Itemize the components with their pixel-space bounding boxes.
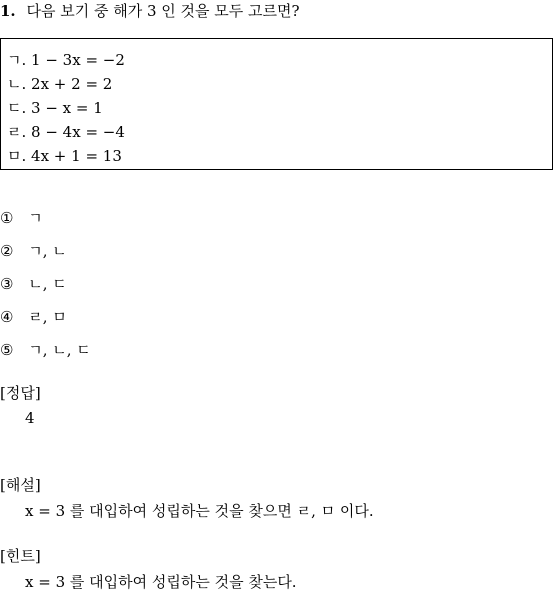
choice-text: ㄱ: [28, 209, 43, 227]
choice-marker: ⑤: [0, 341, 14, 359]
box-item: ㅁ. 4x + 1 = 13: [7, 147, 122, 165]
question-header: [0, 0, 300, 21]
box-item: ㄷ. 3 − x = 1: [7, 99, 103, 117]
hint-text: x = 3 를 대입하여 성립하는 것을 찾는다.: [25, 573, 297, 591]
choice-1: [0, 207, 43, 228]
question-text: 다음 보기 중 해가 3 인 것을 모두 고르면?: [26, 2, 300, 20]
box-item: ㄱ. 1 − 3x = −2: [7, 51, 125, 69]
choice-3: [0, 273, 67, 294]
explanation-label: [해설]: [0, 476, 41, 494]
answer-value: 4: [25, 409, 35, 427]
choice-4: [0, 306, 67, 327]
answer-label: [정답]: [0, 384, 41, 402]
choice-text: ㄱ, ㄴ: [28, 242, 67, 260]
box-item: ㄴ. 2x + 2 = 2: [7, 75, 113, 93]
choice-text: ㄱ, ㄴ, ㄷ: [28, 341, 91, 359]
question-number: 1.: [0, 2, 16, 20]
choice-text: ㄴ, ㄷ: [28, 275, 67, 293]
choice-5: [0, 339, 91, 360]
choice-marker: ③: [0, 275, 14, 293]
choice-text: ㄹ, ㅁ: [28, 308, 67, 326]
choice-marker: ①: [0, 209, 14, 227]
choice-marker: ②: [0, 242, 14, 260]
explanation-text: x = 3 를 대입하여 성립하는 것을 찾으면 ㄹ, ㅁ 이다.: [25, 502, 374, 520]
choice-marker: ④: [0, 308, 14, 326]
hint-label: [힌트]: [0, 547, 41, 565]
box-item: ㄹ. 8 − 4x = −4: [7, 123, 125, 141]
choice-2: [0, 240, 67, 261]
